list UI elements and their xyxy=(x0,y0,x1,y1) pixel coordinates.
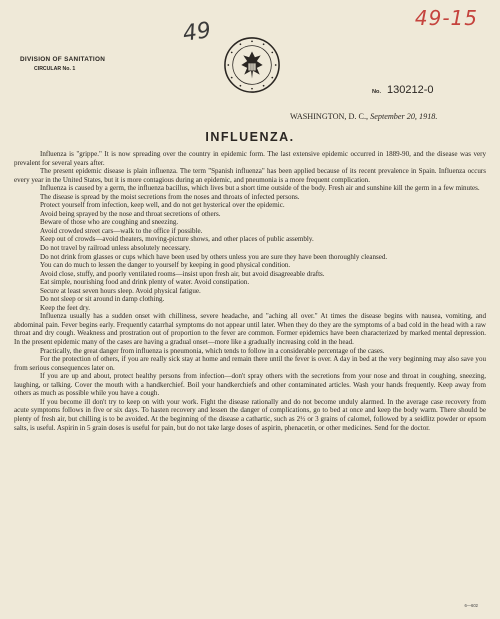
paragraph: Practically, the great danger from influenza is pneumonia, which tends to follow in a considerable percentage of the cases. xyxy=(40,346,385,355)
paragraph: If you are up and about, protect healthy persons from infection—don't spray others with the secretions from your nose and throat in coughing, sneezing, laughing, or talking. Cover the mouth with a handkerchief. Boil your handkerchiefs and other contaminated articles. Wash your hands frequently. Keep away from others as much as possible while you have a cough. xyxy=(14,372,486,398)
paragraph: Keep the feet dry. xyxy=(40,303,91,312)
paragraph: If you become ill don't try to keep on with your work. Fight the disease rationally and do not become unduly alarmed. In the average case recovery from acute symptoms follows in five or six days. To hasten recovery and lessen the danger of complications, go to bed at once and keep the body warm. There should be plenty of fresh air, but chilling is to be avoided. At the beginning of the disease a cathartic, such as 2½ or 3 grains of calomel, followed by a seidlitz powder or epsom salts, is useful. Aspirin in 5 grain doses is useful for pain, but do not take large doses of aspirin, phenacetin, or other medicines. Send for the doctor. xyxy=(14,397,486,432)
document-title: INFLUENZA. xyxy=(205,130,295,144)
paragraph: Do not sleep or sit around in damp clothing. xyxy=(40,295,165,304)
paragraph: Beware of those who are coughing and sneezing. xyxy=(40,218,179,227)
paragraph: Influenza is caused by a germ, the influenza bacillus, which lives but a short time outside of the body. Fresh air and sunshine kill the germ in a few minutes. xyxy=(40,184,480,193)
paragraph: For the protection of others, if you are really sick stay at home and remain there until the fever is over. A day in bed at the very beginning may also save you from serious consequences later on. xyxy=(14,355,486,372)
paragraph: The disease is spread by the moist secretions from the noses and throats of infected persons. xyxy=(40,192,300,201)
paragraph: Avoid close, stuffy, and poorly ventilated rooms—insist upon fresh air, but avoid disagreeable drafts. xyxy=(40,269,325,278)
number-prefix: No. xyxy=(372,89,382,95)
paragraph: Avoid crowded street cars—walk to the office if possible. xyxy=(40,226,203,235)
paragraph: You can do much to lessen the danger to yourself by keeping in good physical condition. xyxy=(40,261,291,270)
dateline-place: WASHINGTON, D. C., xyxy=(290,112,369,121)
document-body xyxy=(14,150,486,432)
handwritten-file-number: 49-15 xyxy=(414,6,478,30)
paragraph: Protect yourself from infection, keep well, and do not get hysterical over the epidemic. xyxy=(40,201,285,210)
paragraph: Eat simple, nourishing food and drink plenty of water. Avoid constipation. xyxy=(40,278,250,287)
paragraph: Secure at least seven hours sleep. Avoid physical fatigue. xyxy=(40,286,201,295)
dateline xyxy=(290,112,437,121)
department-seal-icon xyxy=(223,36,281,94)
paragraph: Influenza usually has a sudden onset with chilliness, severe headache, and "aching all over." At times the disease begins with nausea, vomiting, and abdominal pain. Fever begins early. Frequently catarrhal symptoms do not appear until later. When they do they are the symptoms of a bad cold in the head with a raw throat and dry cough. Weakness and prostration out of proportion to the fever are common. Former epidemics have been characterized by marked mental depression. In the present epidemic many of the cases are having a gradual onset—more like a gradually increasing cold in the head. xyxy=(14,312,486,347)
paragraph: Do not drink from glasses or cups which have been used by others unless you are sure they have been thoroughly cleansed. xyxy=(40,252,388,261)
dateline-date: September 20, 1918. xyxy=(370,112,438,121)
paragraph: The present epidemic disease is plain influenza. The term "Spanish influenza" has been applied because of its recent prevalence in Spain. Influenza occurs every year in the United States, but it is more contagious during an epidemic, and pneumonia is a more frequent complication. xyxy=(14,167,486,184)
handwritten-mark: 49 xyxy=(181,18,213,47)
paragraph: Keep out of crowds—avoid theaters, moving-picture shows, and other places of public assembly. xyxy=(40,235,314,244)
number-value: 130212-0 xyxy=(387,84,434,96)
printer-mark: 6—602 xyxy=(464,603,478,608)
paragraph: Influenza is "grippe." It is now spreading over the country in epidemic form. The last extensive epidemic occurred in 1889-90, and the disease was very prevalent for several years after. xyxy=(14,150,486,167)
document-number xyxy=(372,84,434,96)
circular-label: CIRCULAR No. 1 xyxy=(34,66,76,72)
paragraph: Do not travel by railroad unless absolutely necessary. xyxy=(40,244,191,253)
paragraph: Avoid being sprayed by the nose and throat secretions of others. xyxy=(40,209,221,218)
department-heading: DIVISION OF SANITATION xyxy=(20,56,106,63)
